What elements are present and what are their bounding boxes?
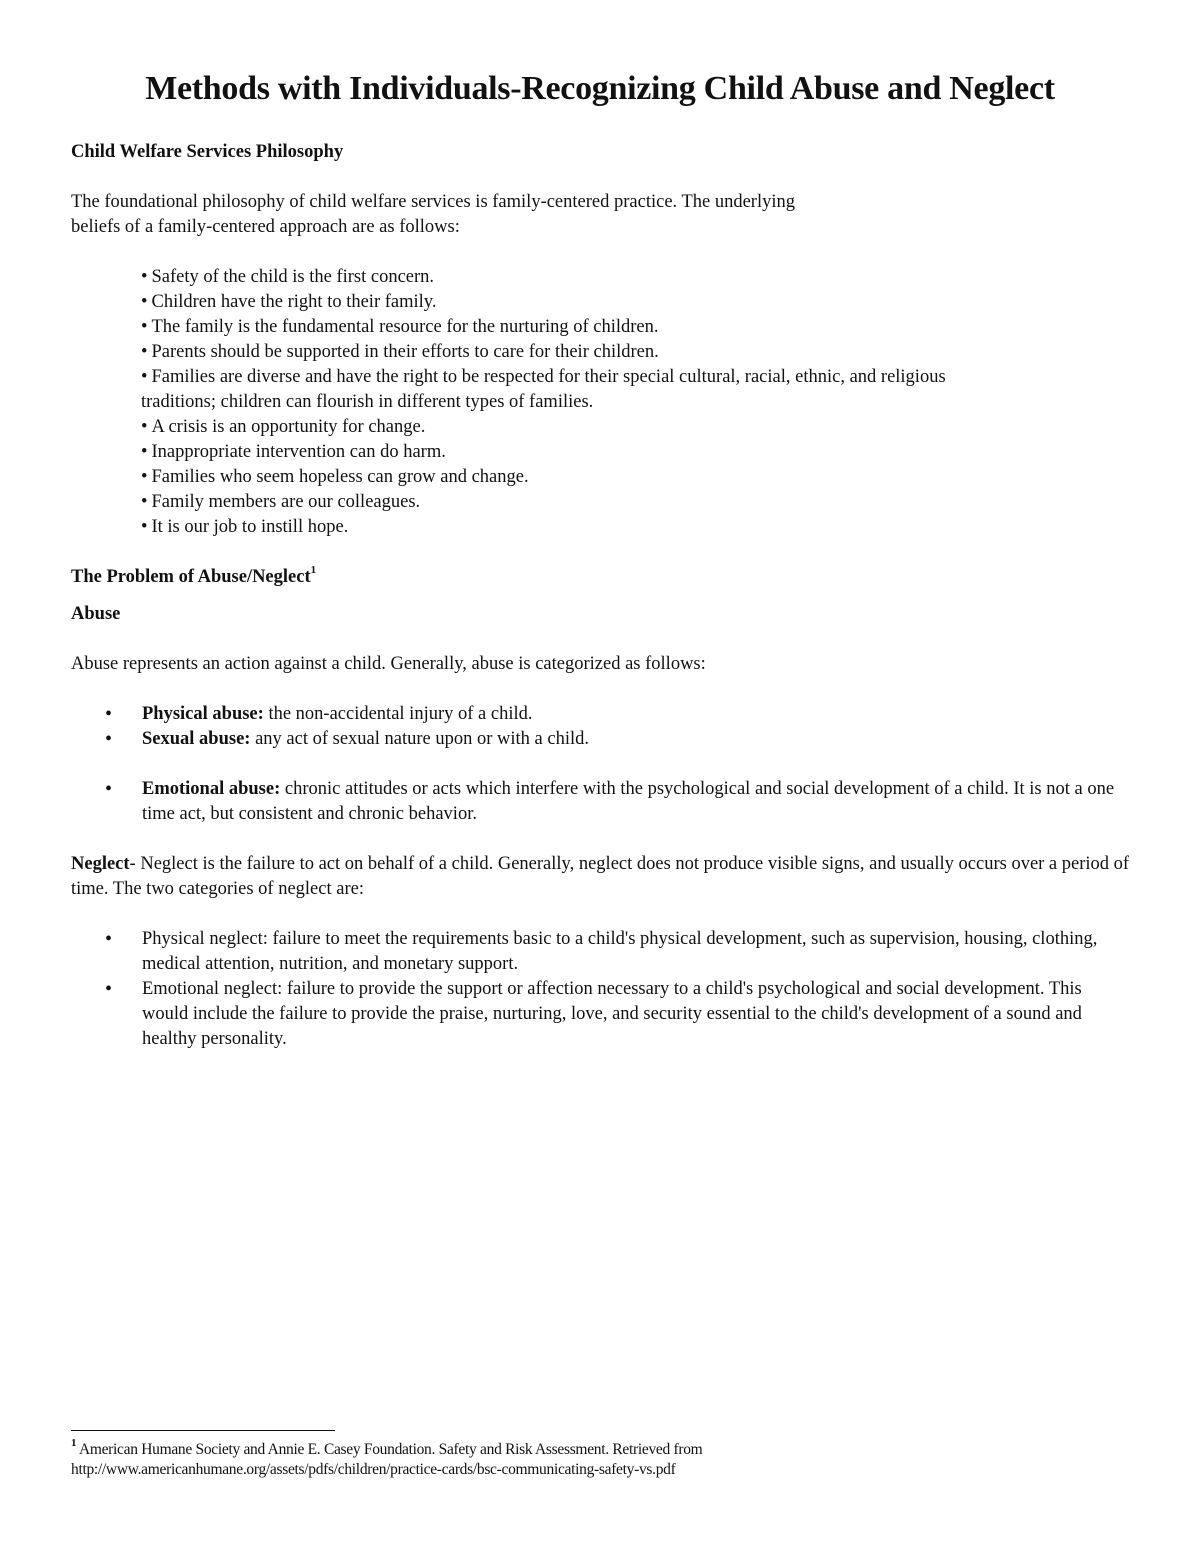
abuse-heading: Abuse <box>71 604 121 624</box>
footnote-divider <box>71 1430 335 1431</box>
philosophy-intro-line-2: beliefs of a family-centered approach are as follows: <box>71 217 460 237</box>
list-item: • Family members are our colleagues. <box>141 492 421 512</box>
bullet: • <box>141 342 148 362</box>
bullet: • <box>141 517 148 537</box>
bullet: • <box>141 467 148 487</box>
beliefs-list <box>71 265 1131 540</box>
list-item: • Children have the right to their family. <box>141 292 437 312</box>
list-item: • Parents should be supported in their efforts to care for their children. <box>141 342 659 362</box>
page-title: Methods with Individuals-Recognizing Child Abuse and Neglect <box>145 70 1055 107</box>
list-item: • Emotional abuse: chronic attitudes or acts which interfere with the psychological and social development of a child. It is not a one time act, but consistent and chronic behavior. <box>105 778 1115 824</box>
problem-heading: The Problem of Abuse/Neglect$^1$ <box>71 563 317 587</box>
footnote <box>71 1436 1131 1480</box>
bullet: • <box>105 703 113 725</box>
footnote-ref[interactable]: 1 <box>310 563 317 576</box>
list-item: • Emotional neglect: failure to provide the support or affection necessary to a child's psychological and social development. This would include the failure to provide the praise, nurturing, love, and security essential to the child's development of a sound and healthy personality. <box>105 978 1082 1049</box>
philosophy-intro-line-1: The foundational philosophy of child welfare services is family-centered practice. The underlying <box>71 192 795 212</box>
list-item: • Sexual abuse: any act of sexual nature upon or with a child. <box>105 728 589 750</box>
bullet: • <box>141 267 148 287</box>
list-item: • Families are diverse and have the right to be respected for their special cultural, racial, ethnic, and religious <box>141 367 946 387</box>
list-item: • Physical abuse: the non-accidental injury of a child. <box>105 703 533 725</box>
bullet: • <box>141 492 148 512</box>
document-body <box>71 140 1131 1052</box>
bullet: • <box>141 317 148 337</box>
list-item: • A crisis is an opportunity for change. <box>141 417 426 437</box>
bullet: • <box>141 367 148 387</box>
bullet: • <box>141 417 148 437</box>
list-item: • Physical neglect: failure to meet the requirements basic to a child's physical development, such as supervision, housing, clothing, medical attention, nutrition, and monetary support. <box>105 928 1098 974</box>
list-item-continuation: traditions; children can flourish in different types of families. <box>141 392 594 412</box>
abuse-types-list <box>71 702 1131 752</box>
neglect-types-list <box>71 927 1131 1052</box>
list-item: • Inappropriate intervention can do harm. <box>141 442 446 462</box>
footnote-url[interactable]: http://www.americanhumane.org/assets/pdfs/children/practice-cards/bsc-communicating-safety-vs.pdf <box>71 1461 676 1478</box>
list-item: • Families who seem hopeless can grow and change. <box>141 467 529 487</box>
abuse-types-list-continued <box>71 777 1131 827</box>
bullet: • <box>105 928 113 950</box>
abuse-intro: Abuse represents an action against a child. Generally, abuse is categorized as follows: <box>71 654 706 674</box>
philosophy-heading: Child Welfare Services Philosophy <box>71 142 344 162</box>
bullet: • <box>105 778 113 800</box>
neglect-paragraph: Neglect- Neglect is the failure to act on behalf of a child. Generally, neglect does not produce visible signs, and usually occurs over a period of time. The two categories of neglect are: <box>71 854 1130 899</box>
bullet: • <box>105 728 113 750</box>
bullet: • <box>105 978 113 1000</box>
bullet: • <box>141 442 148 462</box>
list-item: • Safety of the child is the first concern. <box>141 267 435 287</box>
list-item: • The family is the fundamental resource for the nurturing of children. <box>141 317 659 337</box>
footnote-line-1: $^1$ American Humane Society and Annie E. Casey Foundation. Safety and Risk Assessment. Retrieved from <box>71 1436 703 1458</box>
bullet: • <box>141 292 148 312</box>
list-item: • It is our job to instill hope. <box>141 517 349 537</box>
